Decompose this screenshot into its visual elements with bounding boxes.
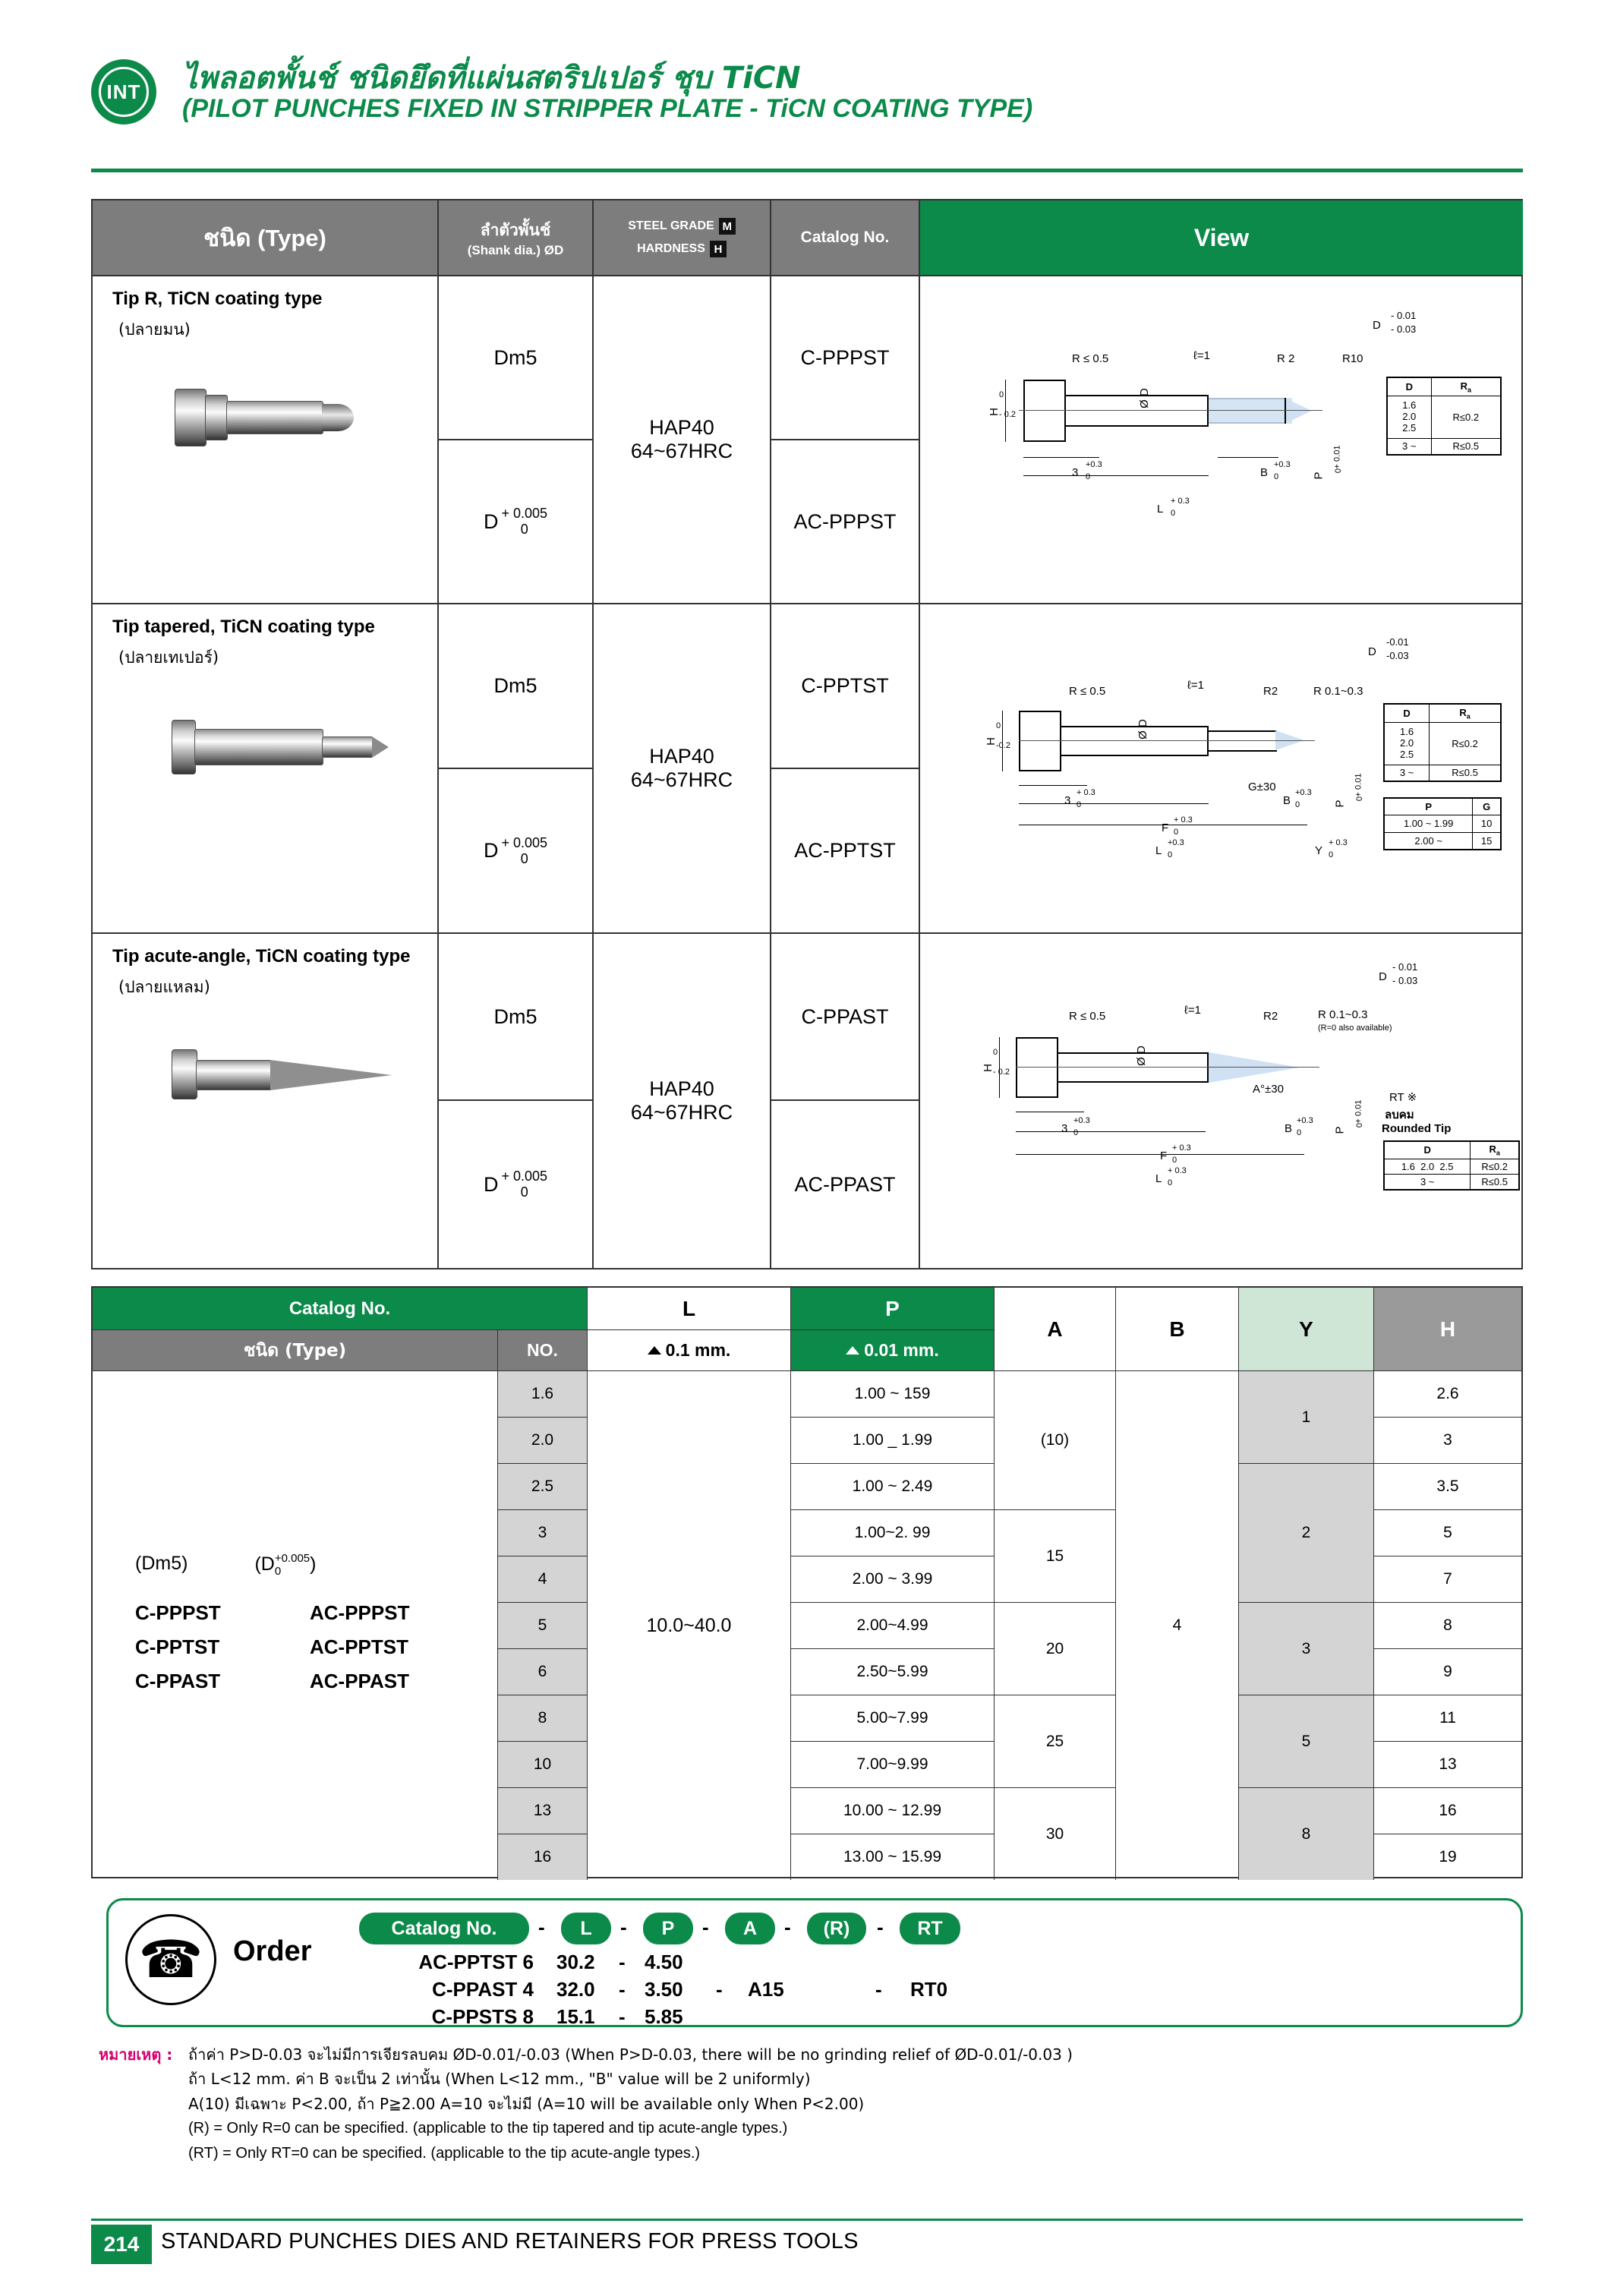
dim-no-2: 2.5 xyxy=(498,1464,588,1510)
row1-shank-tol-sup: + 0.005 xyxy=(501,506,548,522)
dim-h-0: 2.6 xyxy=(1374,1371,1521,1418)
logo-text: INT xyxy=(99,67,149,117)
row3-type-thai: (ปลายแหลม) xyxy=(118,978,210,996)
order-example-3-p: 5.85 xyxy=(645,2005,683,2028)
steel-grade-badge-icon: M xyxy=(719,218,736,235)
row2-type-cell xyxy=(93,604,439,934)
row1-drawing-cell xyxy=(920,276,1523,604)
dim-h-6: 9 xyxy=(1374,1649,1521,1695)
dim-no-5: 5 xyxy=(498,1603,588,1649)
dim-h-2: 3.5 xyxy=(1374,1464,1521,1510)
note-line-4: (R) = Only R=0 can be specified. (applicable to the tip tapered and tip acute-angle types.) xyxy=(188,2120,788,2137)
dim-y-2: 3 xyxy=(1239,1603,1374,1695)
notes-section xyxy=(99,2042,1541,2165)
dim-y-3: 5 xyxy=(1239,1695,1374,1788)
row2-catalog-1: C-PPTST xyxy=(771,604,920,769)
row1-catalog-1: C-PPPST xyxy=(771,276,920,440)
row1-material: HAP40 xyxy=(649,416,714,439)
dim-p-5: 2.00~4.99 xyxy=(791,1603,995,1649)
header-divider xyxy=(91,169,1523,172)
order-sep-4: - xyxy=(784,1916,791,1938)
row3-shank-tol xyxy=(439,1101,594,1268)
row2-material: HAP40 xyxy=(649,745,714,768)
order-sep-1: - xyxy=(538,1916,545,1938)
dim-h-1: 3 xyxy=(1374,1418,1521,1464)
footer-divider xyxy=(91,2219,1523,2221)
row3-shank-dm5: Dm5 xyxy=(439,934,594,1101)
row2-punch-image xyxy=(161,703,419,787)
dim-y-0: 1 xyxy=(1239,1371,1374,1464)
dim-p-9: 10.00 ~ 12.99 xyxy=(791,1788,995,1834)
dim-a-0: (10) xyxy=(995,1371,1116,1510)
notes-label: หมายเหตุ : xyxy=(99,2045,173,2064)
dim-header-l: L xyxy=(588,1288,791,1330)
dim-p-2: 1.00 ~ 2.49 xyxy=(791,1464,995,1510)
row2-hardness: 64~67HRC xyxy=(630,768,733,791)
row1-shank-tol-sub: 0 xyxy=(520,522,528,537)
dim-a-1: 15 xyxy=(995,1510,1116,1603)
dim-h-5: 8 xyxy=(1374,1603,1521,1649)
dim-p-1: 1.00 _ 1.99 xyxy=(791,1418,995,1464)
row2-shank-tol-sub: 0 xyxy=(520,850,528,866)
order-box: ☎ Order Catalog No. - L - P - A - (R) - RT AC-PPTST 6 30.2 - 4.50 C-PPAST 4 32.0 - 3.50 - A15 - RT0 C-PPSTS 8 15.1 - 5.85 xyxy=(106,1898,1523,2027)
dim-h-8: 13 xyxy=(1374,1742,1521,1788)
order-pill-a: A xyxy=(725,1913,775,1944)
order-example-2-l: 32.0 xyxy=(556,1978,595,2001)
order-example-2-rt: RT0 xyxy=(910,1978,948,2001)
order-pill-catalog-no: Catalog No. xyxy=(359,1913,529,1944)
dim-type-pair-1: C-PPPST AC-PPPST xyxy=(135,1601,410,1624)
page-number: 214 xyxy=(91,2225,152,2264)
dim-no-6: 6 xyxy=(498,1649,588,1695)
dim-a-2: 20 xyxy=(995,1603,1116,1695)
col-header-steel-hardness xyxy=(594,200,771,276)
dim-type-cell xyxy=(93,1371,498,1880)
dim-header-l-unit: 0.1 mm. xyxy=(665,1340,731,1360)
dim-header-a: A xyxy=(995,1288,1116,1371)
phone-icon: ☎ xyxy=(125,1914,216,2005)
hardness-label: HARDNESS xyxy=(637,242,705,255)
dim-type-sub1: (Dm5) xyxy=(135,1553,188,1574)
row2-technical-drawing: D -0.01 -0.03 R ≤ 0.5 ℓ=1 R2 R 0.1~0.3 H 0 -0.2 Ø D G±30 3 + 0.3 0 B +0.3 0 P + 0.01 0 F + 0.3 0 L +0.3 0 Y + 0.3 0 D $R_a$ 1.6 2.0 2.5 R≤0.2 3 ~ R≤0.5 P G 1.00 ~ 1.99 10 2.00 ~ 15 xyxy=(920,604,1523,934)
row2-type-english: Tip tapered, TiCN coating type xyxy=(112,617,375,637)
row3-shank-tol-main: D xyxy=(483,1172,499,1196)
page-title-english: (PILOT PUNCHES FIXED IN STRIPPER PLATE - TiCN COATING TYPE) xyxy=(182,94,1033,123)
row2-shank-tol-sup: + 0.005 xyxy=(501,834,548,850)
dim-p-7: 5.00~7.99 xyxy=(791,1695,995,1742)
row3-type-english: Tip acute-angle, TiCN coating type xyxy=(112,946,411,967)
row2-material-cell xyxy=(594,604,771,934)
dim-a-3: 25 xyxy=(995,1695,1116,1788)
col-header-shank-thai: ลำตัวพั้นช์ xyxy=(480,221,551,239)
row1-catalog-2: AC-PPPST xyxy=(771,440,920,604)
order-sep-3: - xyxy=(702,1916,709,1938)
order-example-2-sep2: - xyxy=(716,1978,723,2001)
row1-material-cell xyxy=(594,276,771,604)
row1-shank-tol-main: D xyxy=(483,509,499,533)
col-header-catalog-no: Catalog No. xyxy=(771,200,920,276)
order-example-2-sep1: - xyxy=(619,1978,626,2001)
dim-no-3: 3 xyxy=(498,1510,588,1556)
dim-no-9: 13 xyxy=(498,1788,588,1834)
dim-p-4: 2.00 ~ 3.99 xyxy=(791,1556,995,1603)
row3-shank-tol-sub: 0 xyxy=(520,1184,528,1200)
p-unit-arrow-icon xyxy=(846,1346,859,1355)
dim-p-8: 7.00~9.99 xyxy=(791,1742,995,1788)
dim-no-4: 4 xyxy=(498,1556,588,1603)
order-example-3-sep: - xyxy=(619,2005,626,2028)
dim-header-catalog-no: Catalog No. xyxy=(93,1288,588,1330)
page-header xyxy=(91,53,1534,152)
col-header-type: ชนิด (Type) xyxy=(93,200,439,276)
order-pill-r: (R) xyxy=(807,1913,866,1944)
dim-l-value: 10.0~40.0 xyxy=(588,1371,791,1880)
order-example-1-sep: - xyxy=(619,1951,626,1973)
row3-hardness: 64~67HRC xyxy=(630,1101,733,1124)
row3-shank-tol-sup: + 0.005 xyxy=(501,1168,548,1184)
dim-type-sub2: (D +0.005 0 ) xyxy=(254,1552,317,1578)
dim-type-pair-2: C-PPTST AC-PPTST xyxy=(135,1635,408,1658)
row2-mini-table-ra: D $R_a$ 1.6 2.0 2.5 R≤0.2 3 ~ R≤0.5 xyxy=(1383,703,1502,782)
row3-technical-drawing: D - 0.01 - 0.03 R ≤ 0.5 ℓ=1 R2 R 0.1~0.3 (R=0 also available) H 0 - 0.2 Ø D A°±30 3 +0.3 0 B +0.3 0 P + 0.01 0 F + 0.3 0 L + 0.3 0 RT ※ ลบคม Rounded Tip D $R_a$ 1.6 2.0 2.5 R≤0.2 3 ~ R≤0.5 xyxy=(920,934,1523,1268)
dim-no-0: 1.6 xyxy=(498,1371,588,1418)
dim-h-7: 11 xyxy=(1374,1695,1521,1742)
row1-type-cell xyxy=(93,276,439,604)
dim-header-b: B xyxy=(1116,1288,1239,1371)
row1-shank-tol xyxy=(439,440,594,604)
row3-mini-table: D $R_a$ 1.6 2.0 2.5 R≤0.2 3 ~ R≤0.5 xyxy=(1383,1140,1520,1191)
dim-a-4: 30 xyxy=(995,1788,1116,1880)
dim-h-4: 7 xyxy=(1374,1556,1521,1603)
page-title-thai: ไพลอตพั้นช์ ชนิดยึดที่แผ่นสตริปเปอร์ ชุบ TiCN xyxy=(182,61,801,96)
dim-p-0: 1.00 ~ 159 xyxy=(791,1371,995,1418)
row2-catalog-2: AC-PPTST xyxy=(771,769,920,934)
col-header-shank-english: (Shank dia.) ØD xyxy=(467,242,564,257)
dim-no-1: 2.0 xyxy=(498,1418,588,1464)
dim-no-10: 16 xyxy=(498,1834,588,1880)
l-unit-arrow-icon xyxy=(648,1346,661,1355)
order-sep-2: - xyxy=(620,1916,627,1938)
dim-header-l-unit-cell xyxy=(588,1330,791,1371)
row3-catalog-2: AC-PPAST xyxy=(771,1101,920,1268)
note-line-3: A(10) มีเฉพาะ P<2.00, ถ้า P≧2.00 A=10 จะไม่มี (A=10 will be available only When P<2.00) xyxy=(188,2094,865,2113)
row2-drawing-cell xyxy=(920,604,1523,934)
order-pill-l: L xyxy=(561,1913,611,1944)
row1-punch-image xyxy=(161,367,404,459)
dim-header-h: H xyxy=(1374,1288,1521,1371)
company-logo-icon xyxy=(91,59,156,125)
dim-p-6: 2.50~5.99 xyxy=(791,1649,995,1695)
order-title: Order xyxy=(233,1935,312,1967)
order-example-2-catalog: C-PPAST 4 xyxy=(432,1978,534,2001)
row3-catalog-1: C-PPAST xyxy=(771,934,920,1101)
row1-technical-drawing: D - 0.01 - 0.03 R ≤ 0.5 ℓ=1 R 2 R10 H 0 - 0.2 Ø D 3 +0.3 0 B +0.3 0 P + 0.01 0 L + 0.3 0 D $R_a$ 1.6 2.0 2.5 R≤0.2 3 ~ R≤0.5 xyxy=(920,276,1523,604)
row2-mini-table-pg: P G 1.00 ~ 1.99 10 2.00 ~ 15 xyxy=(1383,797,1502,850)
row2-type-thai: (ปลายเทเปอร์) xyxy=(118,648,219,667)
steel-grade-row xyxy=(628,218,736,235)
dim-header-no: NO. xyxy=(498,1330,588,1371)
note-line-1: ถ้าค่า P>D-0.03 จะไม่มีการเจียรลบคม ØD-0.01/-0.03 (When P>D-0.03, there will be no grinding relief of ØD-0.01/-0.03 ) xyxy=(188,2045,1073,2064)
row1-mini-table: D $R_a$ 1.6 2.0 2.5 R≤0.2 3 ~ R≤0.5 xyxy=(1386,377,1502,456)
dim-h-3: 5 xyxy=(1374,1510,1521,1556)
row3-drawing-cell xyxy=(920,934,1523,1268)
order-example-2-sep3: - xyxy=(875,1978,882,2001)
order-example-2-a: A15 xyxy=(748,1978,784,2001)
dimension-table xyxy=(91,1286,1523,1878)
dim-p-3: 1.00~2. 99 xyxy=(791,1510,995,1556)
order-example-3-catalog: C-PPSTS 8 xyxy=(431,2005,534,2028)
row3-material: HAP40 xyxy=(649,1077,714,1100)
order-pill-rt: RT xyxy=(900,1913,960,1944)
hardness-badge-icon: H xyxy=(710,241,727,257)
hardness-row xyxy=(637,241,727,257)
order-example-2-p: 3.50 xyxy=(645,1978,683,2001)
dim-p-10: 13.00 ~ 15.99 xyxy=(791,1834,995,1880)
order-example-1-catalog: AC-PPTST 6 xyxy=(418,1951,534,1973)
dim-header-type: ชนิด (Type) xyxy=(93,1330,498,1371)
dim-type-pair-3: C-PPAST AC-PPAST xyxy=(135,1670,409,1692)
dim-header-y: Y xyxy=(1239,1288,1374,1371)
dim-y-1: 2 xyxy=(1239,1464,1374,1603)
order-example-1-l: 30.2 xyxy=(556,1951,595,1973)
row3-material-cell xyxy=(594,934,771,1268)
row2-shank-dm5: Dm5 xyxy=(439,604,594,769)
specification-table xyxy=(91,199,1523,1269)
dim-h-9: 16 xyxy=(1374,1788,1521,1834)
dim-header-p-unit-cell xyxy=(791,1330,995,1371)
row3-type-cell xyxy=(93,934,439,1268)
steel-grade-label: STEEL GRADE xyxy=(628,219,714,232)
dim-no-7: 8 xyxy=(498,1695,588,1742)
col-header-shank xyxy=(439,200,594,276)
col-header-view: View xyxy=(920,200,1523,276)
dim-h-10: 19 xyxy=(1439,1848,1457,1866)
dim-y-4: 8 xyxy=(1239,1788,1374,1880)
order-example-3-l: 15.1 xyxy=(556,2005,595,2028)
row1-shank-dm5: Dm5 xyxy=(439,276,594,440)
note-line-2: ถ้า L<12 mm. ค่า B จะเป็น 2 เท่านั้น (When L<12 mm., "B" value will be 2 uniformly) xyxy=(188,2070,811,2089)
row1-type-english: Tip R, TiCN coating type xyxy=(112,289,323,309)
order-example-1-p: 4.50 xyxy=(645,1951,683,1973)
dim-header-p: P xyxy=(791,1288,995,1330)
row2-shank-tol-main: D xyxy=(483,839,499,862)
dim-no-8: 10 xyxy=(498,1742,588,1788)
dim-header-p-unit: 0.01 mm. xyxy=(864,1340,939,1360)
row3-punch-image xyxy=(161,1033,427,1116)
row1-type-thai: (ปลายมน) xyxy=(118,320,191,339)
order-pill-p: P xyxy=(643,1913,693,1944)
note-line-5: (RT) = Only RT=0 can be specified. (applicable to the tip acute-angle types.) xyxy=(188,2144,701,2162)
dim-b-value: 4 xyxy=(1116,1371,1239,1880)
row1-hardness: 64~67HRC xyxy=(630,440,733,462)
footer-text: STANDARD PUNCHES DIES AND RETAINERS FOR PRESS TOOLS xyxy=(161,2229,859,2253)
row2-shank-tol xyxy=(439,769,594,934)
